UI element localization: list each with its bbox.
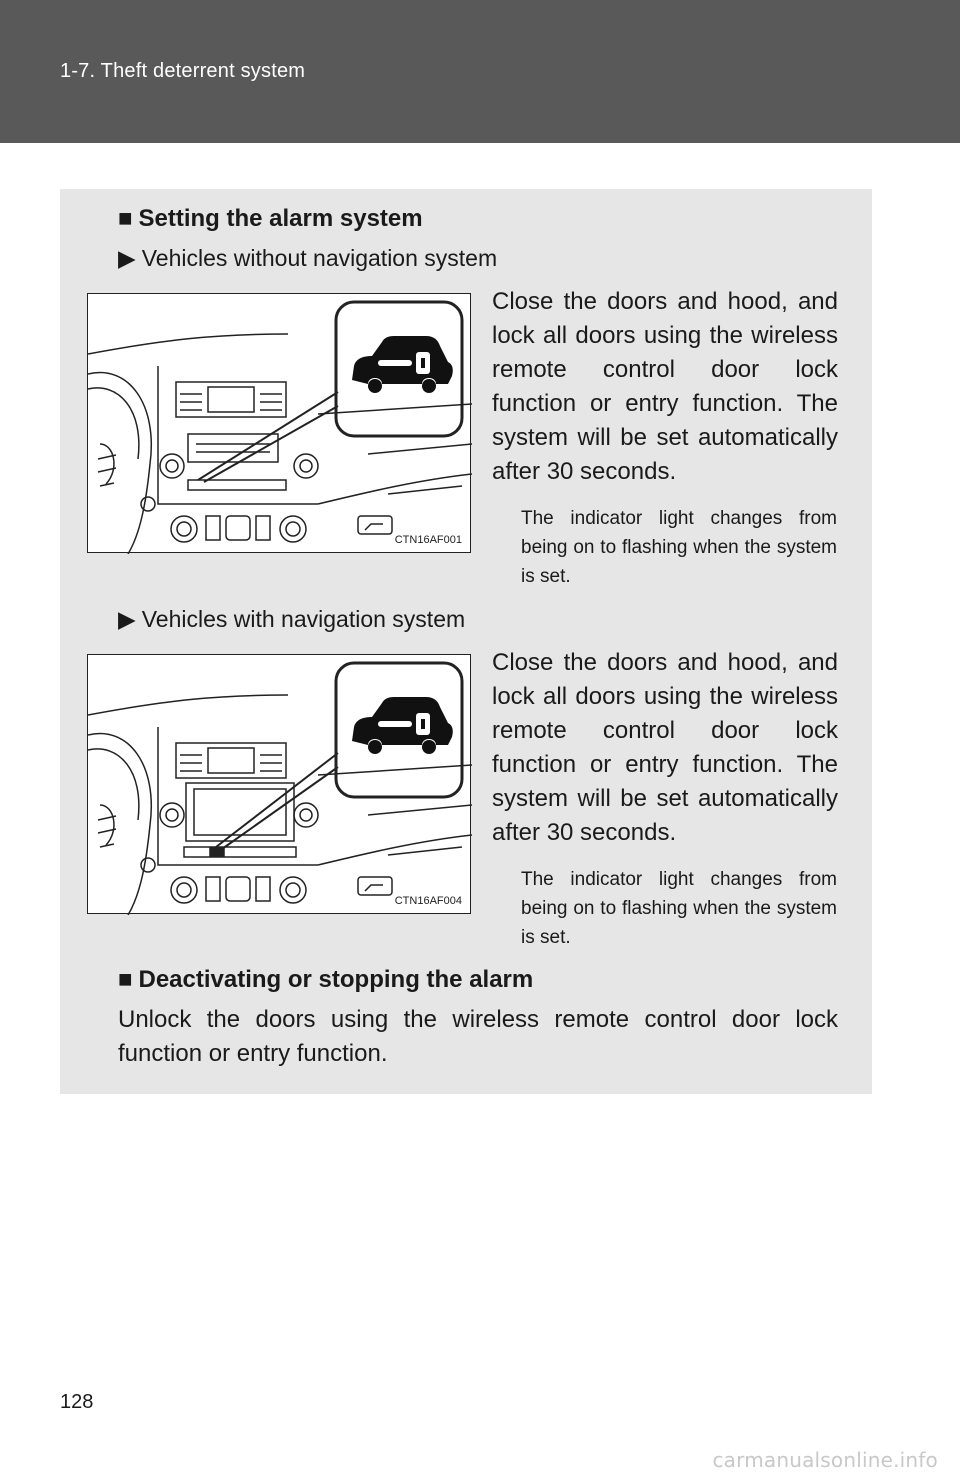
setting-alarm-heading xyxy=(118,205,423,233)
variant-label: Vehicles with navigation system xyxy=(141,606,466,632)
instruction-text: Close the doors and hood, and lock all doors using the wireless remote control door lock function or entry function. The system will be set automatically after 30 seconds. xyxy=(492,649,838,846)
dashboard-figure-without-nav xyxy=(87,293,471,553)
figure-code: CTN16AF004 xyxy=(394,895,462,907)
variant-without-nav-heading xyxy=(118,245,497,272)
info-panel xyxy=(60,189,872,1094)
deactivating-alarm-heading xyxy=(118,966,533,994)
page-header xyxy=(0,0,960,143)
note-text: The indicator light changes from being on to flashing when the system is set. xyxy=(521,869,837,948)
deactivating-alarm-heading-text: Deactivating or stopping the alarm xyxy=(138,966,534,993)
note-text: The indicator light changes from being on to flashing when the system is set. xyxy=(521,508,837,587)
square-bullet-icon: ■ xyxy=(118,205,133,232)
arrow-right-icon: ▶ xyxy=(118,606,136,632)
square-bullet-icon: ■ xyxy=(118,966,133,993)
arrow-right-icon: ▶ xyxy=(118,245,136,271)
deactivating-text: Unlock the doors using the wireless remote control door lock function or entry function. xyxy=(118,1006,838,1067)
variant-label: Vehicles without navigation system xyxy=(141,245,498,271)
setting-alarm-heading-text: Setting the alarm system xyxy=(138,205,423,232)
dashboard-illustration xyxy=(88,655,472,915)
section-title: 1-7. Theft deterrent system xyxy=(60,60,306,82)
dashboard-illustration xyxy=(88,294,472,554)
page-number: 128 xyxy=(60,1391,94,1413)
variant-with-nav-heading xyxy=(118,606,465,633)
dashboard-figure-with-nav xyxy=(87,654,471,914)
watermark: carmanualsonline.info xyxy=(712,1448,938,1472)
instruction-text: Close the doors and hood, and lock all doors using the wireless remote control door lock function or entry function. The system will be set automatically after 30 seconds. xyxy=(492,288,838,485)
figure-code: CTN16AF001 xyxy=(394,534,462,546)
